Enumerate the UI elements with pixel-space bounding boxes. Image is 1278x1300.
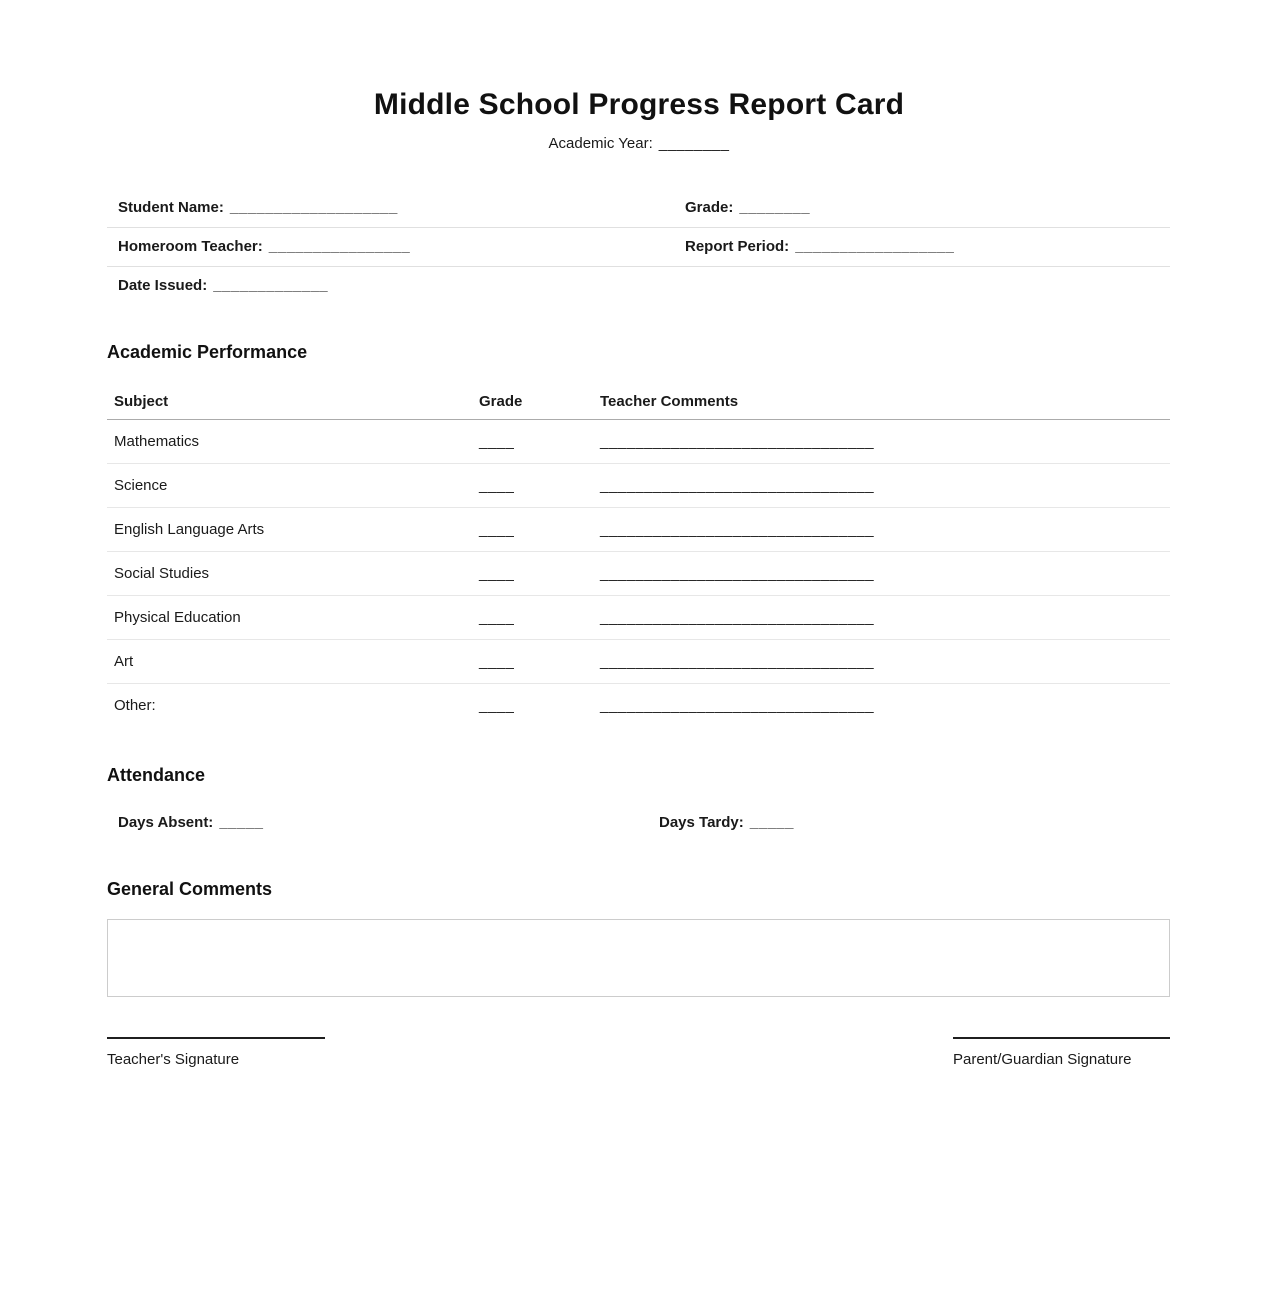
comments-blank-cell: _______________________________ [600, 433, 875, 450]
signatures-section [107, 1037, 1170, 1068]
subject-cell: Mathematics [114, 433, 200, 450]
days-absent-blank: _____ [219, 814, 264, 831]
table-row [107, 640, 1170, 684]
grade-blank: ________ [739, 199, 811, 216]
comments-blank-cell: _______________________________ [600, 521, 875, 538]
table-row [107, 508, 1170, 552]
days-absent-label: Days Absent: [118, 814, 214, 831]
date-issued-label: Date Issued: [118, 277, 208, 294]
parent-signature-block [953, 1037, 1170, 1068]
report-period-blank: __________________ [795, 238, 955, 255]
grade-label: Grade: [685, 199, 734, 216]
column-header-grade: Grade [479, 393, 523, 410]
teacher-signature-line [107, 1037, 325, 1039]
parent-signature-label: Parent/Guardian Signature [953, 1051, 1132, 1068]
comments-blank-cell: _______________________________ [600, 653, 875, 670]
student-name-label: Student Name: [118, 199, 224, 216]
student-name-field [107, 199, 685, 216]
academic-performance-table [107, 393, 1170, 727]
academic-year-line [0, 135, 1278, 152]
subject-cell: English Language Arts [114, 521, 265, 538]
comments-blank-cell: _______________________________ [600, 697, 875, 714]
report-period-field [685, 238, 1170, 255]
days-tardy-blank: _____ [749, 814, 794, 831]
page-content [107, 189, 1170, 1068]
grade-blank-cell: ____ [479, 521, 515, 538]
academic-year-label: Academic Year: [548, 135, 653, 152]
homeroom-teacher-field [107, 238, 685, 255]
info-row-1 [107, 189, 1170, 228]
subject-cell: Social Studies [114, 565, 210, 582]
table-row [107, 464, 1170, 508]
grade-blank-cell: ____ [479, 565, 515, 582]
subject-cell: Other: [114, 697, 156, 714]
grade-field [685, 199, 1170, 216]
comments-blank-cell: _______________________________ [600, 609, 875, 626]
student-name-blank: ___________________ [229, 199, 398, 216]
academic-year-blank: ________ [658, 135, 730, 152]
days-absent-field [107, 814, 659, 831]
grade-blank-cell: ____ [479, 609, 515, 626]
teacher-signature-block [107, 1037, 325, 1068]
subject-cell: Science [114, 477, 168, 494]
general-comments-box [107, 919, 1170, 997]
homeroom-teacher-blank: ________________ [268, 238, 411, 255]
table-row [107, 420, 1170, 464]
subject-cell: Art [114, 653, 134, 670]
report-period-label: Report Period: [685, 238, 790, 255]
info-row-3 [107, 267, 1170, 305]
grade-blank-cell: ____ [479, 653, 515, 670]
student-info-section [107, 189, 1170, 305]
column-header-comments: Teacher Comments [600, 393, 739, 410]
grade-blank-cell: ____ [479, 433, 515, 450]
table-row [107, 684, 1170, 727]
grade-blank-cell: ____ [479, 697, 515, 714]
comments-blank-cell: _______________________________ [600, 477, 875, 494]
column-header-subject: Subject [114, 393, 169, 410]
info-row-2 [107, 228, 1170, 267]
attendance-heading: Attendance [107, 765, 206, 785]
date-issued-blank: _____________ [213, 277, 329, 294]
teacher-signature-label: Teacher's Signature [107, 1051, 240, 1068]
table-row [107, 552, 1170, 596]
general-comments-heading: General Comments [107, 879, 273, 899]
date-issued-field [107, 277, 685, 294]
page-title: Middle School Progress Report Card [373, 88, 905, 121]
comments-blank-cell: _______________________________ [600, 565, 875, 582]
parent-signature-line [953, 1037, 1170, 1039]
table-row [107, 596, 1170, 640]
academic-performance-heading: Academic Performance [107, 342, 308, 362]
homeroom-teacher-label: Homeroom Teacher: [118, 238, 263, 255]
subject-cell: Physical Education [114, 609, 241, 626]
days-tardy-field [659, 814, 1170, 831]
days-tardy-label: Days Tardy: [659, 814, 744, 831]
grade-blank-cell: ____ [479, 477, 515, 494]
table-header-row [107, 393, 1170, 420]
attendance-section [107, 814, 1170, 831]
